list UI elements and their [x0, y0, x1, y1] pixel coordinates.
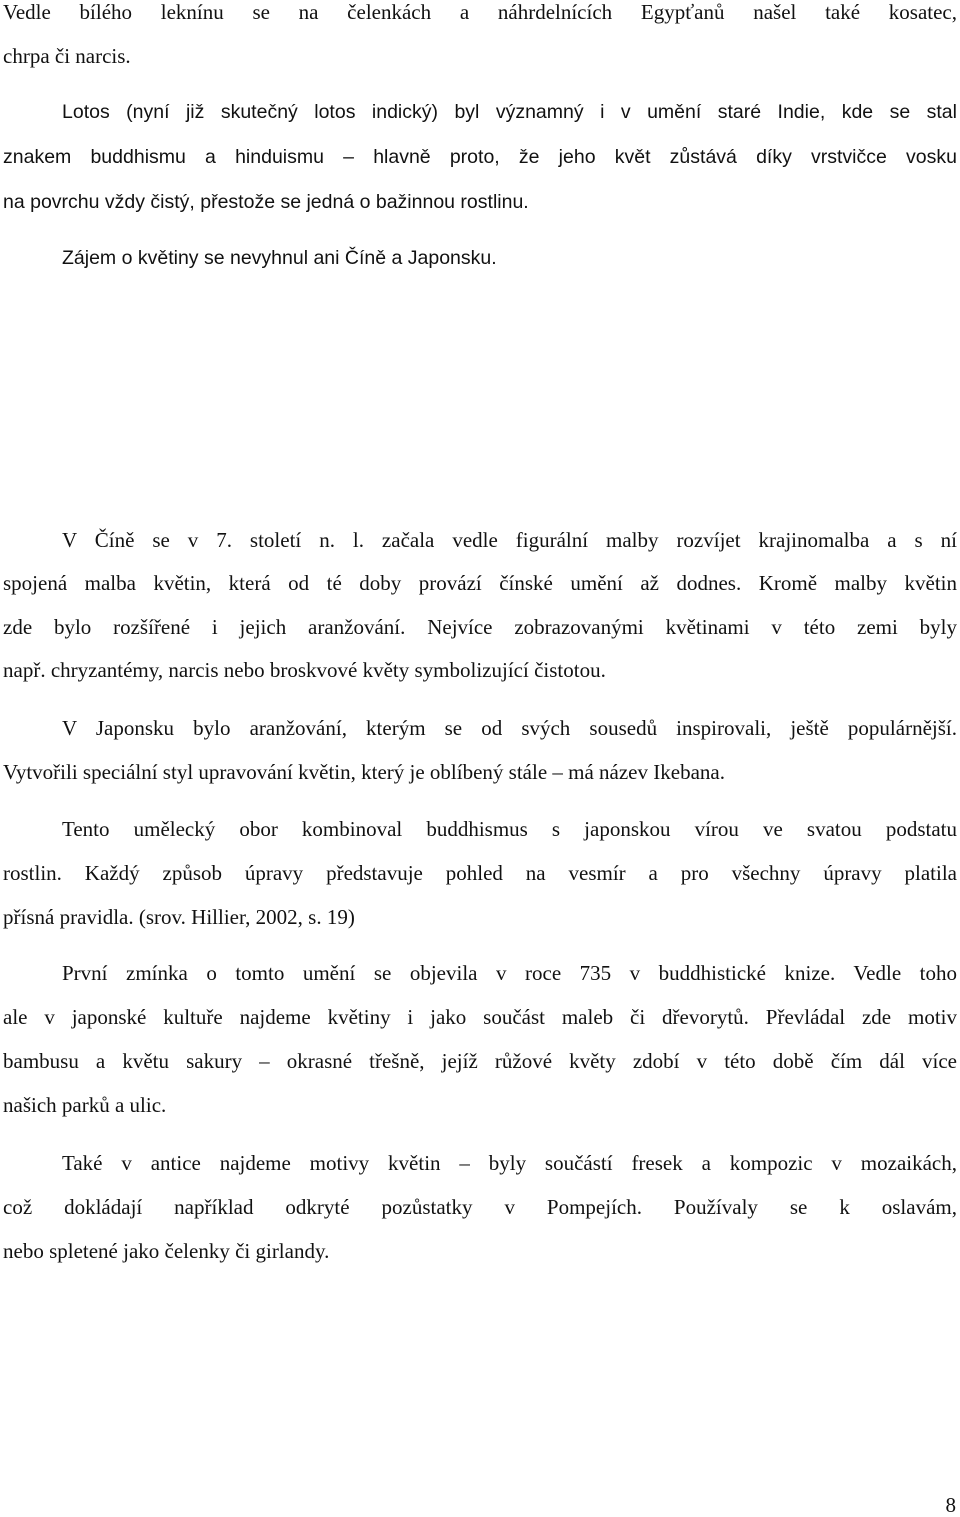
paragraph-line: což dokládají například odkryté pozůstatky v Pompejích. Používaly se k oslavám, [3, 1195, 957, 1219]
paragraph-line: ale v japonské kultuře najdeme květiny i jako součást maleb či dřevorytů. Převládal zde motiv [3, 1005, 957, 1029]
paragraph-line: bambusu a květu sakury – okrasné třešně, jejíž růžové květy zdobí v této době čím dál více [3, 1049, 957, 1073]
paragraph-line: Lotos (nyní již skutečný lotos indický) byl významný i v umění staré Indie, kde se stal [62, 101, 957, 123]
paragraph-line: znakem buddhismu a hinduismu – hlavně proto, že jeho květ zůstává díky vrstvičce vosku [3, 146, 957, 168]
paragraph-line: První zmínka o tomto umění se objevila v roce 735 v buddhistické knize. Vedle toho [62, 961, 957, 985]
page-number: 8 [945, 1493, 956, 1517]
paragraph-line: V Japonsku bylo aranžování, kterým se od svých sousedů inspirovali, ještě populárnější. [62, 716, 957, 740]
paragraph-line: rostlin. Každý způsob úpravy představuje pohled na vesmír a pro všechny úpravy platila [3, 861, 957, 885]
paragraph-line: Tento umělecký obor kombinoval buddhismus s japonskou vírou ve svatou podstatu [62, 817, 957, 841]
paragraph-line: V Číně se v 7. století n. l. začala vedle figurální malby rozvíjet krajinomalba a s ní [62, 528, 957, 552]
paragraph-line: např. chryzantémy, narcis nebo broskvové květy symbolizující čistotou. [3, 658, 606, 682]
paragraph-line: Vytvořili speciální styl upravování květin, který je oblíbený stále – má název Ikebana. [3, 760, 725, 784]
paragraph-line: nebo spletené jako čelenky či girlandy. [3, 1239, 330, 1263]
paragraph-line: Vedle bílého leknínu se na čelenkách a náhrdelnících Egypťanů našel také kosatec, [3, 0, 957, 24]
paragraph-line: chrpa či narcis. [3, 44, 131, 68]
paragraph-line: spojená malba květin, která od té doby provází čínské umění až dodnes. Kromě malby květin [3, 571, 957, 595]
paragraph-line: na povrchu vždy čistý, přestože se jedná o bažinnou rostlinu. [3, 191, 529, 213]
paragraph-line: našich parků a ulic. [3, 1093, 167, 1117]
paragraph-line: přísná pravidla. (srov. Hillier, 2002, s. 19) [3, 905, 355, 929]
paragraph-line: zde bylo rozšířené i jejich aranžování. Nejvíce zobrazovanými květinami v této zemi byly [3, 615, 957, 639]
paragraph-line: Zájem o květiny se nevyhnul ani Číně a Japonsku. [62, 247, 497, 269]
paragraph-line: Také v antice najdeme motivy květin – byly součástí fresek a kompozic v mozaikách, [62, 1151, 957, 1175]
